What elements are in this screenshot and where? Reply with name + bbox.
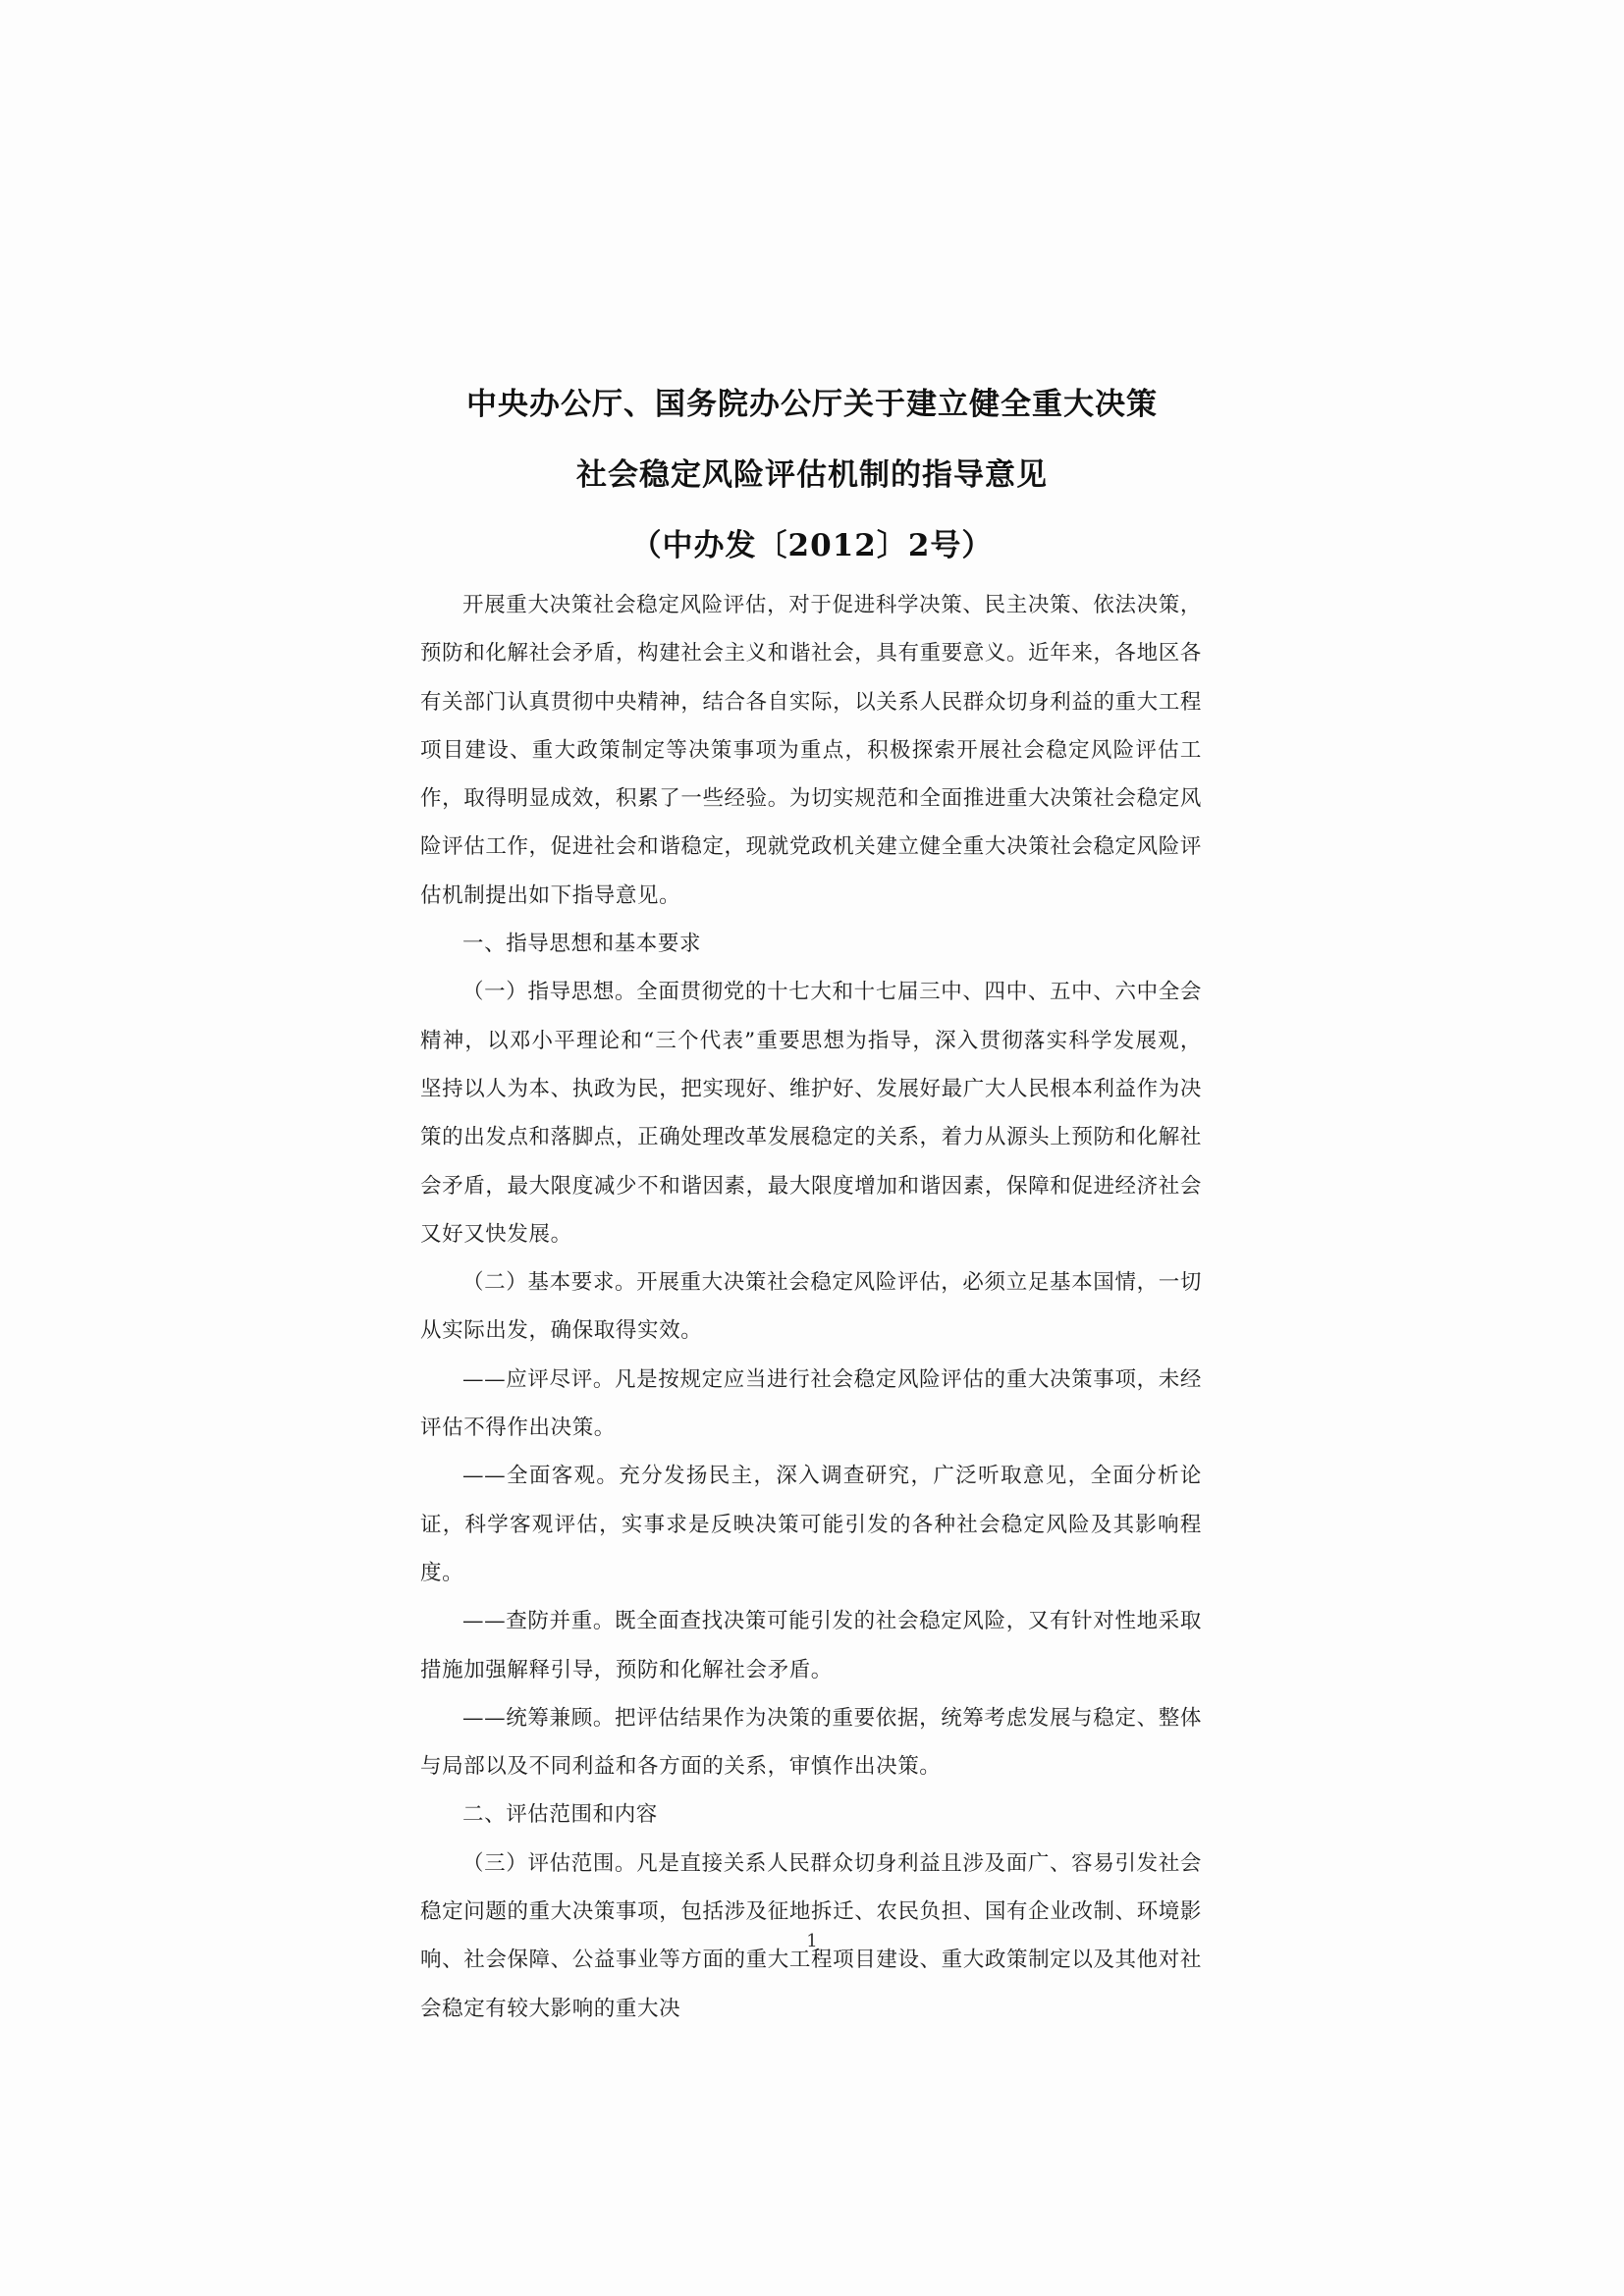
paragraph-overall-planning: ——统筹兼顾。把评估结果作为决策的重要依据，统筹考虑发展与稳定、整体与局部以及不同利益和各方面的关系，审慎作出决策。 [420,1705,1202,1780]
paragraph-basic-requirements: （二）基本要求。开展重大决策社会稳定风险评估，必须立足基本国情，一切从实际出发，确保取得实效。 [420,1270,1202,1344]
paragraph-comprehensive-objective: ——全面客观。充分发扬民主，深入调查研究，广泛听取意见，全面分析论证，科学客观评估，实事求是反映决策可能引发的各种社会稳定风险及其影响程度。 [420,1464,1202,1585]
document-number: （中办发〔2012〕2号） [630,528,994,563]
section-heading-1: 一、指导思想和基本要求 [462,932,702,957]
document-body [420,581,1202,2033]
section-heading-2: 二、评估范围和内容 [462,1802,658,1828]
page-number: 1 [806,1931,818,1951]
paragraph-investigate-prevent: ——查防并重。既全面查找决策可能引发的社会稳定风险，又有针对性地采取措施加强解释引导，预防和化解社会矛盾。 [420,1609,1202,1682]
paragraph-evaluation-scope: （三）评估范围。凡是直接关系人民群众切身利益且涉及面广、容易引发社会稳定问题的重大决策事项，包括涉及征地拆迁、农民负担、国有企业改制、环境影响、社会保障、公益事业等方面的重大工程项目建设、重大政策制定以及其他对社会稳定有较大影响的重大决 [420,1850,1202,2021]
intro-paragraph: 开展重大决策社会稳定风险评估，对于促进科学决策、民主决策、依法决策，预防和化解社会矛盾，构建社会主义和谐社会，具有重要意义。近年来，各地区各有关部门认真贯彻中央精神，结合各自实际，以关系人民群众切身利益的重大工程项目建设、重大政策制定等决策事项为重点，积极探索开展社会稳定风险评估工作，取得明显成效，积累了一些经验。为切实规范和全面推进重大决策社会稳定风险评估工作，促进社会和谐稳定，现就党政机关建立健全重大决策社会稳定风险评估机制提出如下指导意见。 [420,593,1202,908]
document-title-line-1: 中央办公厅、国务院办公厅关于建立健全重大决策 [466,387,1158,422]
document-title-line-2: 社会稳定风险评估机制的指导意见 [576,457,1048,493]
paragraph-guiding-ideology: （一）指导思想。全面贯彻党的十七大和十七届三中、四中、五中、六中全会精神，以邓小平理论和“三个代表”重要思想为指导，深入贯彻落实科学发展观，坚持以人为本、执政为民，把实现好、维护好、发展好最广大人民根本利益作为决策的出发点和落脚点，正确处理改革发展稳定的关系，着力从源头上预防和化解社会矛盾，最大限度减少不和谐因素，最大限度增加和谐因素，保障和促进经济社会又好又快发展。 [420,980,1202,1247]
paragraph-evaluate-all: ——应评尽评。凡是按规定应当进行社会稳定风险评估的重大决策事项，未经评估不得作出决策。 [420,1366,1202,1441]
